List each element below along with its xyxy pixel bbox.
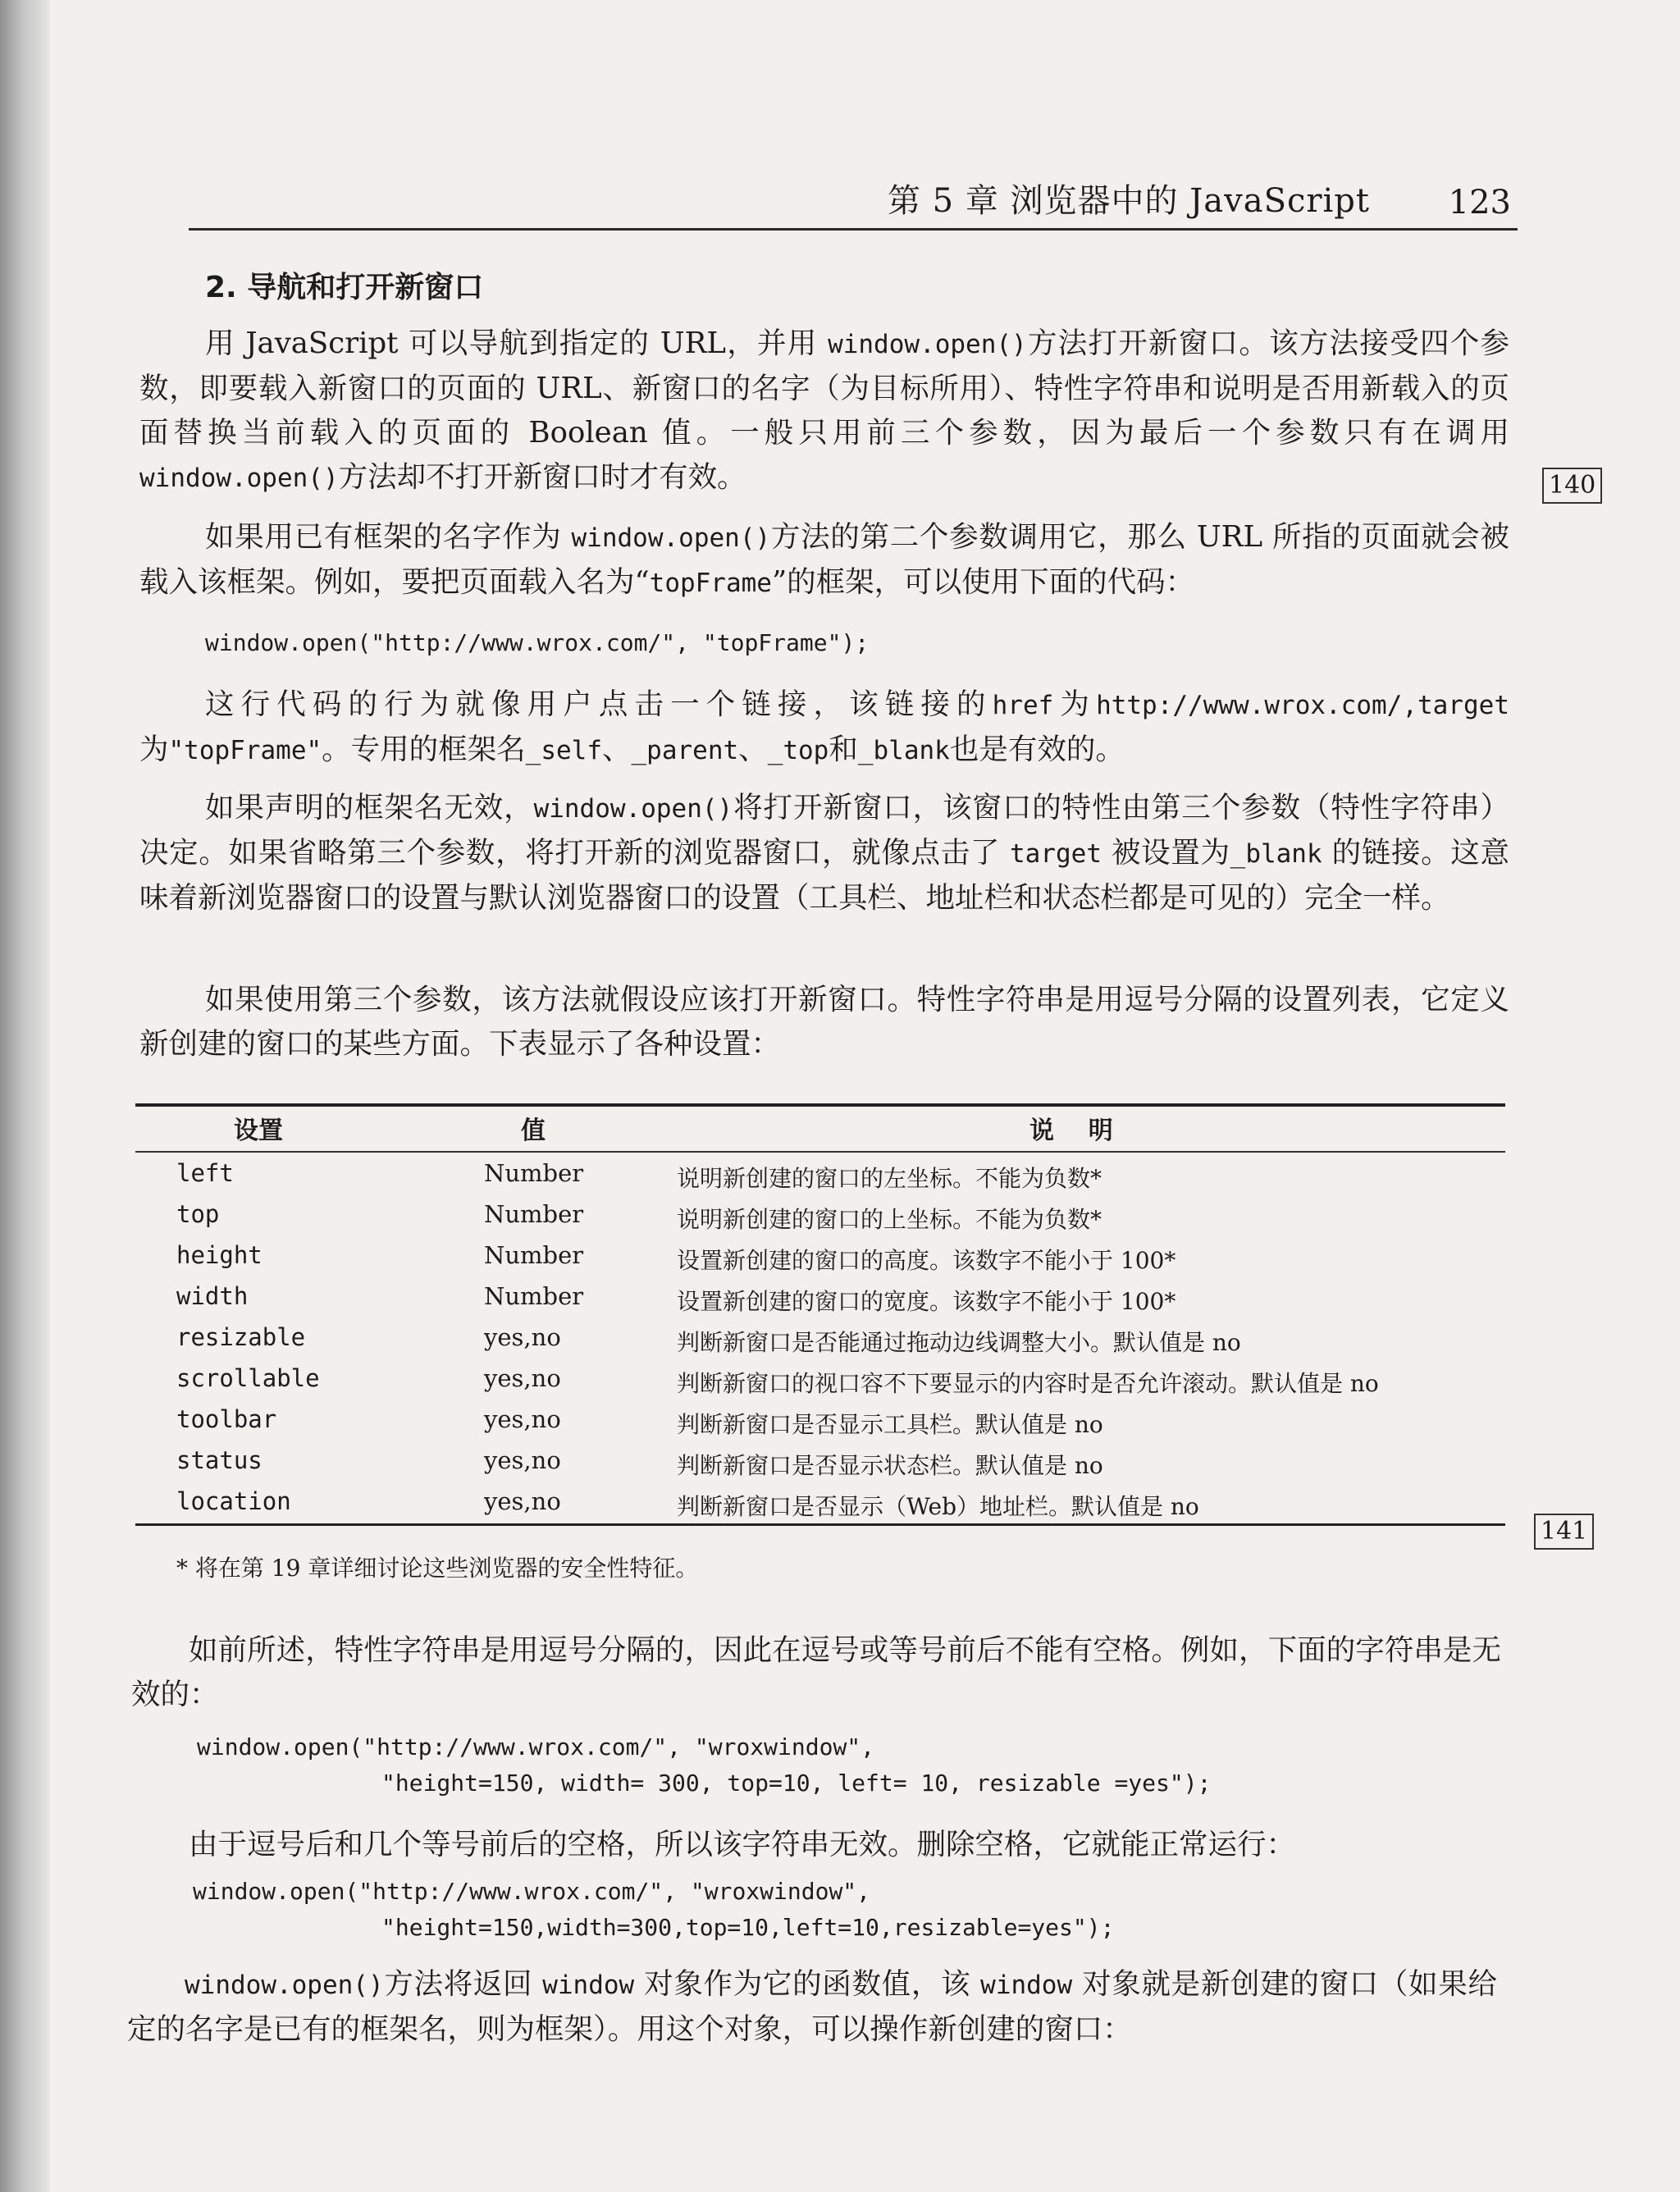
setting-description: 判断新窗口的视口容不下要显示的内容时是否允许滚动。默认值是 no — [677, 1370, 1379, 1397]
inline-code: window.open() — [571, 523, 771, 553]
table-bottom-rule — [135, 1523, 1505, 1526]
setting-value: yes,no — [484, 1323, 561, 1351]
setting-value: yes,no — [484, 1487, 561, 1515]
page-number: 123 — [1448, 184, 1511, 221]
paragraph-text: 、 — [738, 733, 768, 766]
setting-name: status — [176, 1446, 262, 1474]
inline-code: "topFrame" — [168, 736, 322, 765]
paragraph-text: 方法的第二个参数调用它，那么 URL 所指的页面就会被载入该框架。例如，要把页面载入名为“ — [139, 520, 1509, 599]
paragraph-text: 这行代码的行为就像用户点击一个链接，该链接的 — [205, 687, 993, 721]
paragraph-text: 为 — [139, 733, 169, 766]
table-row — [135, 1154, 1505, 1199]
setting-value: Number — [484, 1159, 584, 1187]
setting-description: 设置新创建的窗口的宽度。该数字不能小于 100* — [677, 1288, 1176, 1315]
paragraph-3 — [139, 683, 1509, 773]
table-header-setting: 设置 — [234, 1117, 283, 1145]
paragraph-text: 用 JavaScript 可以导航到指定的 URL，并用 — [205, 327, 829, 360]
margin-reference-141: 141 — [1534, 1514, 1594, 1550]
setting-value: yes,no — [484, 1405, 561, 1433]
setting-value: Number — [484, 1200, 584, 1228]
setting-description: 判断新窗口是否能通过拖动边线调整大小。默认值是 no — [677, 1329, 1241, 1356]
chapter-title: 第 5 章 浏览器中的 JavaScript — [887, 182, 1370, 220]
paragraph-text: 被设置为 — [1102, 836, 1230, 870]
inline-code: _top — [767, 736, 829, 765]
paragraph-7: 由于逗号后和几个等号前后的空格，所以该字符串无效。删除空格，它就能正常运行： — [189, 1828, 1296, 1861]
table-header-description: 说 明 — [1029, 1117, 1113, 1145]
paragraph-6: 如前所述，特性字符串是用逗号分隔的，因此在逗号或等号前后不能有空格。例如，下面的字符串是无效的： — [131, 1633, 1501, 1711]
paragraph-8 — [127, 1962, 1497, 2052]
setting-value: yes,no — [484, 1364, 561, 1392]
inline-code: href — [992, 691, 1054, 720]
section-heading: 2. 导航和打开新窗口 — [205, 271, 484, 304]
paragraph-text: 、 — [602, 733, 632, 766]
margin-reference-140: 140 — [1542, 468, 1602, 504]
setting-description: 判断新窗口是否显示状态栏。默认值是 no — [677, 1452, 1103, 1479]
code-example-3-line-1: window.open("http://www.wrox.com/", "wroxwindow", — [193, 1878, 871, 1905]
setting-name: toolbar — [176, 1405, 277, 1433]
code-example-1: window.open("http://www.wrox.com/", "topFrame"); — [205, 629, 870, 656]
table-footnote: * 将在第 19 章详细讨论这些浏览器的安全性特征。 — [176, 1555, 699, 1582]
setting-description: 说明新创建的窗口的左坐标。不能为负数* — [677, 1165, 1102, 1192]
table-top-rule — [135, 1103, 1505, 1107]
setting-value: Number — [484, 1241, 584, 1269]
paragraph-text: 方法打开新窗口。该方法接受四个参数，即要载入新窗口的页面的 URL、新窗口的名字（为目标所用）、特性字符串和说明是否用新载入的页面替换当前载入的页面的 Boolean 值。一般只用前三个参数，因为最后一个参数只有在调用 — [139, 327, 1509, 450]
setting-description: 说明新创建的窗口的上坐标。不能为负数* — [677, 1206, 1102, 1233]
code-example-2-line-2: "height=150, width= 300, top=10, left= 10, resizable =yes"); — [381, 1770, 1212, 1797]
inline-code: window.open() — [185, 1971, 384, 2000]
paragraph-text: 和 — [829, 733, 858, 766]
inline-code: topFrame — [649, 569, 772, 598]
setting-value: Number — [484, 1282, 584, 1310]
inline-code: _blank — [1230, 839, 1322, 869]
paragraph-text: 方法将返回 — [383, 1967, 543, 2001]
inline-code: window — [542, 1971, 635, 2000]
paragraph-text: 对象就是新创建的窗口（如果给定的名字是已有的框架名，则为框架）。用这个对象，可以操作新创建的窗口： — [127, 1967, 1497, 2046]
table-row — [135, 1277, 1505, 1322]
inline-code: window — [980, 1971, 1073, 2000]
paragraph-5: 如果使用第三个参数，该方法就假设应该打开新窗口。特性字符串是用逗号分隔的设置列表，它定义新创建的窗口的某些方面。下表显示了各种设置： — [139, 983, 1509, 1061]
setting-description: 判断新窗口是否显示（Web）地址栏。默认值是 no — [677, 1493, 1199, 1520]
table-row — [135, 1195, 1505, 1240]
table-row — [135, 1359, 1505, 1404]
setting-name: width — [176, 1282, 249, 1310]
setting-description: 判断新窗口是否显示工具栏。默认值是 no — [677, 1411, 1103, 1438]
table-row — [135, 1482, 1505, 1527]
setting-name: scrollable — [176, 1364, 320, 1392]
paragraph-text: 。专用的框架名 — [322, 733, 526, 766]
table-row — [135, 1400, 1505, 1445]
paragraph-text: 将打开新窗口，该窗口的特性由第三个参数（特性字符串）决定。如果省略第三个参数，将打开新的浏览器窗口，就像点击了 — [139, 791, 1509, 870]
table-row — [135, 1441, 1505, 1486]
table-row — [135, 1318, 1505, 1363]
table-header-value: 值 — [521, 1117, 546, 1145]
paragraph-text: 如果用已有框架的名字作为 — [205, 520, 572, 554]
paragraph-text: 方法却不打开新窗口时才有效。 — [338, 460, 746, 494]
setting-value: yes,no — [484, 1446, 561, 1474]
setting-name: top — [176, 1200, 220, 1228]
table-row — [135, 1236, 1505, 1281]
inline-code: _blank — [857, 736, 950, 765]
setting-name: resizable — [176, 1323, 306, 1351]
inline-code: window.open() — [139, 464, 339, 493]
inline-code: target — [1010, 839, 1102, 869]
paragraph-text: 的链接。这意味着新浏览器窗口的设置与默认浏览器窗口的设置（工具栏、地址栏和状态栏都是可见的）完全一样。 — [139, 836, 1509, 915]
paragraph-text: 如果声明的框架名无效， — [205, 791, 534, 824]
inline-code: window.open() — [828, 330, 1027, 359]
inline-code: http://www.wrox.com/,target — [1096, 691, 1509, 720]
setting-description: 设置新创建的窗口的高度。该数字不能小于 100* — [677, 1247, 1176, 1274]
paragraph-1 — [139, 322, 1509, 500]
table-header-rule — [135, 1151, 1505, 1153]
setting-name: location — [176, 1487, 291, 1515]
setting-name: height — [176, 1241, 262, 1269]
paragraph-2 — [139, 515, 1509, 605]
paragraph-text: 也是有效的。 — [949, 733, 1125, 766]
setting-name: left — [176, 1159, 234, 1187]
paragraph-text: ”的框架，可以使用下面的代码： — [771, 565, 1195, 599]
paragraph-4 — [139, 786, 1509, 920]
code-example-3-line-2: "height=150,width=300,top=10,left=10,resizable=yes"); — [381, 1914, 1115, 1941]
inline-code: _parent — [631, 736, 739, 765]
window-features-table — [135, 1103, 1505, 1530]
paragraph-text: 对象作为它的函数值，该 — [634, 1967, 981, 2001]
running-header — [189, 179, 1518, 231]
inline-code: window.open() — [533, 794, 733, 824]
code-example-2-line-1: window.open("http://www.wrox.com/", "wroxwindow", — [197, 1733, 875, 1760]
paragraph-text: 为 — [1053, 687, 1097, 721]
inline-code: _self — [525, 736, 602, 765]
